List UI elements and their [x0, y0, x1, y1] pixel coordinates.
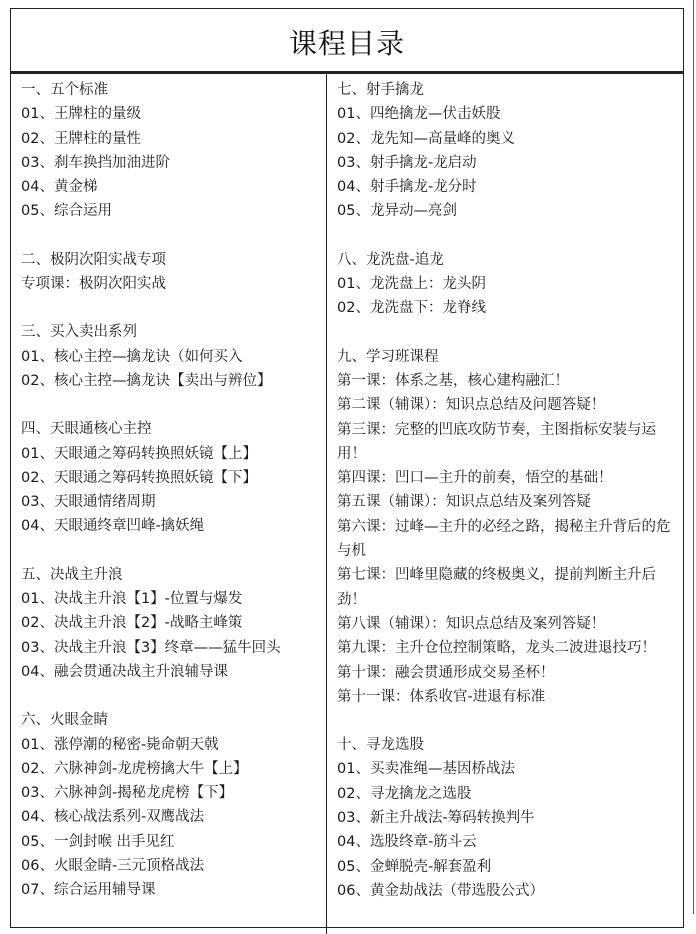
- section-6: [21, 708, 326, 902]
- title-row: [11, 9, 683, 74]
- list-item: 05、综合运用: [21, 203, 112, 220]
- list-item: 02、六脉神剑-龙虎榜擒大牛【上】: [21, 760, 248, 777]
- list-item: 02、核心主控—擒龙诀【卖出与辨位】: [21, 372, 272, 389]
- list-item: 03、六脉神剑-揭秘龙虎榜【下】: [21, 785, 234, 802]
- list-item: 第十一课：体系收官-进退有标准: [337, 688, 546, 705]
- section-10: [337, 733, 683, 903]
- list-item: 06、火眼金睛-三元顶格战法: [21, 858, 205, 875]
- section-8: [337, 248, 683, 321]
- section-4: [21, 417, 326, 538]
- list-item: 第七课：凹峰里隐藏的终极奥义，提前判断主升后劲！: [337, 567, 656, 608]
- section-heading: 十、寻龙选股: [337, 737, 424, 754]
- section-7: [337, 78, 683, 224]
- list-item: 04、核心战法系列-双鹰战法: [21, 809, 205, 826]
- list-item: 05、一剑封喉 出手见红: [21, 833, 175, 850]
- list-item: 04、融会贯通决战主升浪辅导课: [21, 663, 228, 680]
- section-heading: 九、学习班课程: [337, 348, 439, 365]
- list-item: 04、黄金梯: [21, 179, 98, 196]
- list-item: 04、天眼通终章凹峰-擒妖绳: [21, 518, 205, 535]
- list-item: 05、龙异动—亮剑: [337, 203, 457, 220]
- right-column: [327, 74, 683, 934]
- section-1: [21, 78, 326, 224]
- catalog-columns: [11, 74, 683, 934]
- list-item: 第八课（辅课）：知识点总结及案列答疑！: [337, 615, 606, 632]
- list-item: 第一课：体系之基，核心建构融汇！: [337, 372, 569, 389]
- list-item: 03、射手擒龙-龙启动: [337, 154, 477, 171]
- section-2: [21, 248, 326, 297]
- section-heading: 七、射手擒龙: [337, 82, 424, 98]
- section-heading: 五、决战主升浪: [21, 566, 123, 583]
- section-3: [21, 320, 326, 393]
- list-item: 第四课：凹口—主升的前奏，悟空的基础！: [337, 470, 613, 487]
- list-item: 01、龙洗盘上：龙头阴: [337, 276, 486, 293]
- list-item: 02、龙洗盘下：龙脊线: [337, 300, 486, 317]
- list-item: 03、决战主升浪【3】终章——猛牛回头: [21, 639, 281, 656]
- list-item: 03、天眼通情绪周期: [21, 494, 156, 511]
- list-item: 02、天眼通之筹码转换照妖镜【下】: [21, 469, 257, 486]
- section-9: [337, 345, 683, 709]
- page-edge-line: [693, 0, 694, 914]
- list-item: 01、涨停潮的秘密-毙命朝天戟: [21, 736, 219, 753]
- section-heading: 三、买入卖出系列: [21, 324, 137, 341]
- section-heading: 二、极阴次阳实战专项: [21, 251, 166, 268]
- list-item: 06、黄金劫战法（带选股公式）: [337, 882, 544, 899]
- list-item: 01、王牌柱的量级: [21, 106, 141, 123]
- list-item: 01、买卖准绳—基因桥战法: [337, 761, 515, 778]
- list-item: 第三课：完整的凹底攻防节奏，主图指标安装与运用！: [337, 421, 656, 462]
- list-item: 01、四绝擒龙—伏击妖股: [337, 106, 501, 123]
- list-item: 07、综合运用辅导课: [21, 882, 156, 899]
- section-heading: 四、天眼通核心主控: [21, 421, 152, 438]
- list-item: 02、决战主升浪【2】-战略主峰策: [21, 615, 243, 632]
- list-item: 02、寻龙擒龙之选股: [337, 785, 472, 802]
- list-item: 第二课（辅课）：知识点总结及问题答疑！: [337, 397, 606, 414]
- list-item: 03、刹车换挡加油进阶: [21, 154, 170, 171]
- list-item: 04、射手擒龙-龙分时: [337, 179, 477, 196]
- list-item: 第六课：过峰—主升的必经之路，揭秘主升背后的危与机: [337, 518, 671, 560]
- course-catalog-document: [10, 8, 684, 928]
- list-item: 01、决战主升浪【1】-位置与爆发: [21, 591, 243, 608]
- list-item: 第九课：主升仓位控制策略，龙头二波进退技巧！: [337, 640, 656, 657]
- list-item: 04、选股终章-筋斗云: [337, 834, 477, 851]
- list-item: 02、龙先知—高量峰的奥义: [337, 130, 515, 147]
- list-item: 第十课：融会贯通形成交易圣杯！: [337, 664, 555, 681]
- list-item: 03、新主升战法-筹码转换判牛: [337, 810, 535, 827]
- list-item: 第五课（辅课）：知识点总结及案列答疑: [337, 494, 591, 511]
- list-item: 01、核心主控—擒龙诀（如何买入: [21, 348, 243, 365]
- list-item: 01、天眼通之筹码转换照妖镜【上】: [21, 445, 257, 462]
- section-heading: 八、龙洗盘-追龙: [337, 251, 444, 268]
- page-title: 课程目录: [288, 27, 405, 60]
- list-item: 专项课：极阴次阳实战: [21, 276, 166, 293]
- list-item: 05、金蝉脱壳-解套盈利: [337, 858, 492, 875]
- list-item: 02、王牌柱的量性: [21, 130, 141, 147]
- section-heading: 一、五个标准: [21, 82, 108, 98]
- left-column: [11, 74, 327, 934]
- section-heading: 六、火眼金睛: [21, 712, 108, 729]
- section-5: [21, 563, 326, 684]
